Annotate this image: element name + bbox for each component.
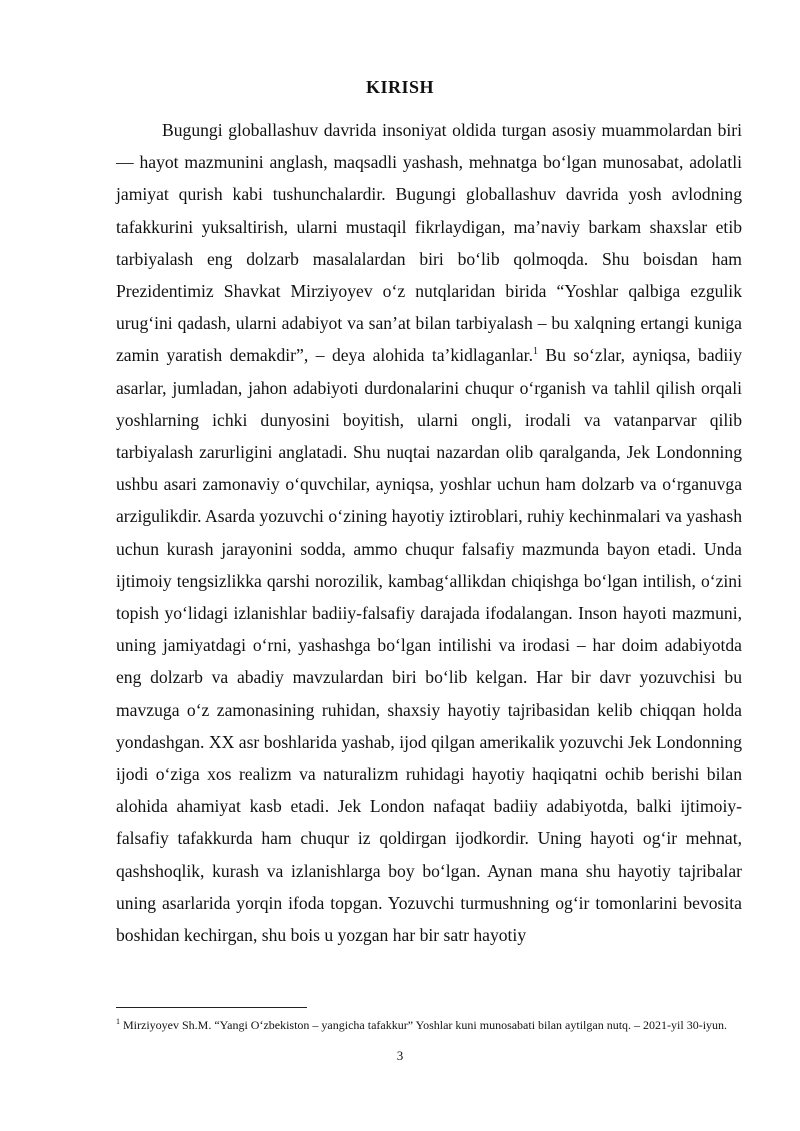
footnote-reference: 1 <box>532 346 538 358</box>
footnote <box>116 1018 742 1033</box>
page-number: 3 <box>396 1048 404 1063</box>
section-heading: KIRISH <box>365 77 435 97</box>
body-paragraph <box>116 114 742 951</box>
paragraph-text-part1: Bugungi globallashuv davrida insoniyat oldida turgan asosiy muammolardan biri — hayot mazmunini anglash, maqsadli yashash, mehnatga bo‘lgan munosabat, adolatli jamiyat qurish kabi tushunchalardir. Bugungi globallashuv davrida yosh avlodning tafakkurini yuksaltirish, ularni mustaqil fikrlaydigan, ma’naviy barkam shaxslar etib tarbiyalash eng dolzarb masalalardan biri bo‘lib qolmoqda. Shu boisdan ham Prezidentimiz Shavkat Mirziyoyev o‘z nutqlaridan birida “Yoshlar qalbiga ezgulik urug‘ini qadash, ularni adabiyot va san’at bilan tarbiyalash – bu xalqning ertangi kuniga zamin yaratish demakdir”, – deya alohida ta’kidlaganlar. <box>116 120 742 366</box>
footnote-mark: 1 <box>116 1017 120 1026</box>
paragraph-text-part2: Bu so‘zlar, ayniqsa, badiiy asarlar, jumladan, jahon adabiyoti durdonalarini chuqur o‘rganish va tahlil qilish orqali yoshlarning ichki dunyosini boyitish, ularni ongli, irodali va vatanparvar qilib tarbiyalash zarurligini anglatadi. Shu nuqtai nazardan olib qaralganda, Jek Londonning ushbu asari zamonaviy o‘quvchilar, ayniqsa, yoshlar uchun ham dolzarb va o‘rganuvga arzigulikdir. Asarda yozuvchi o‘zining hayotiy iztiroblari, ruhiy kechinmalari va yashash uchun kurash jarayonini sodda, ammo chuqur falsafiy mazmunda bayon etadi. Unda ijtimoiy tengsizlikka qarshi norozilik, kambag‘allikdan chiqishga bo‘lgan intilish, o‘zini topish yo‘lidagi izlanishlar badiiy-falsafiy darajada ifodalangan. Inson hayoti mazmuni, uning jamiyatdagi o‘rni, yashashga bo‘lgan intilishi va irodasi – har doim adabiyotda eng dolzarb va abadiy mavzulardan biri bo‘lib kelgan. Har bir davr yozuvchisi bu mavzuga o‘z zamonasining ruhidan, shaxsiy hayotiy tajribasidan kelib chiqqan holda yondashgan. XX asr boshlarida yashab, ijod qilgan amerikalik yozuvchi Jek Londonning ijodi o‘ziga xos realizm va naturalizm ruhidagi hayotiy haqiqatni ochib berishi bilan alohida ahamiyat kasb etadi. Jek London nafaqat badiiy adabiyotda, balki ijtimoiy-falsafiy tafakkurda ham chuqur iz qoldirgan ijodkordir. Uning hayoti og‘ir mehnat, qashshoqlik, kurash va izlanishlarga boy bo‘lgan. Aynan mana shu hayotiy tajribalar uning asarlarida yorqin ifoda topgan. Yozuvchi turmushning og‘ir tomonlarini bevosita boshidan kechirgan, shu bois u yozgan har bir satr hayotiy <box>116 345 742 946</box>
footnote-separator <box>116 1007 307 1008</box>
footnote-text: Mirziyoyev Sh.M. “Yangi O‘zbekiston – yangicha tafakkur” Yoshlar kuni munosabati bilan aytilgan nutq. – 2021-yil 30-iyun. <box>120 1018 728 1032</box>
